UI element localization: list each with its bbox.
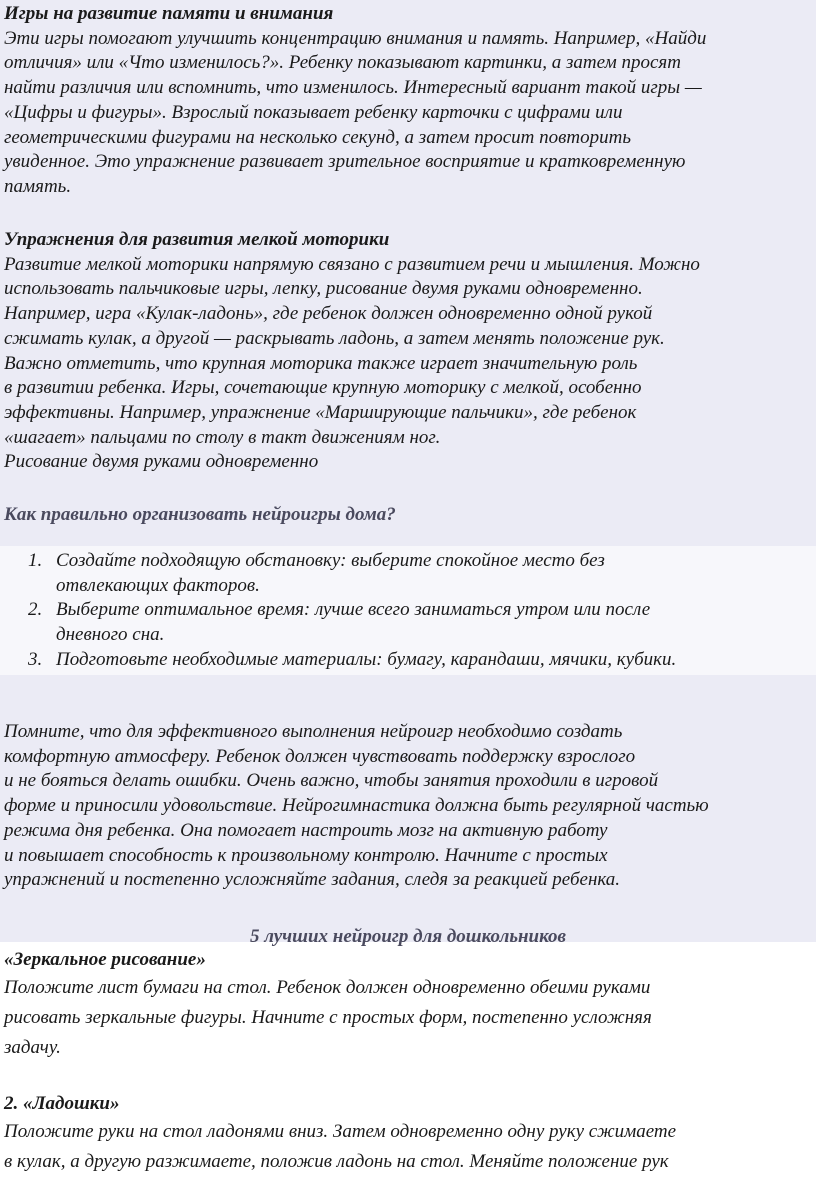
text-line: память. — [4, 175, 72, 197]
text-line: Важно отметить, что крупная моторика также играет значительную роль — [4, 352, 638, 374]
text-line: в кулак, а другую разжимаете, положив ладонь на стол. Меняйте положение рук — [4, 1150, 669, 1172]
fine-motor-section — [4, 228, 814, 475]
text-line: эффективны. Например, упражнение «Марширующие пальчики», где ребенок — [4, 401, 637, 423]
text-line: задачу. — [4, 1036, 61, 1058]
text-line: форме и приносили удовольствие. Нейрогимнастика должна быть регулярной частью — [4, 795, 709, 817]
text-line: упражнений и постепенно усложняйте задания, следя за реакцией ребенка. — [4, 869, 621, 891]
list-item — [0, 598, 810, 647]
list-item — [0, 549, 810, 598]
text-line: найти различия или вспомнить, что изменилось. Интересный вариант такой игры — — [4, 77, 702, 99]
top5-title: 5 лучших нейроигр для дошкольников — [249, 926, 567, 947]
game-title: «Зеркальное рисование» — [4, 949, 206, 970]
step-number: 1. — [28, 550, 43, 571]
game-mirror-drawing — [4, 948, 814, 1063]
step-number: 3. — [28, 648, 43, 670]
text-line: и повышает способность к произвольному контролю. Начните с простых — [4, 844, 608, 866]
section-heading: Упражнения для развития мелкой моторики — [4, 229, 390, 250]
text-line: Положите руки на стол ладонями вниз. Затем одновременно одну руку сжимаете — [4, 1120, 677, 1142]
text-line: сжимать кулак, а другой — раскрывать ладонь, а затем менять положение рук. — [4, 327, 665, 349]
text-line: дневного сна. — [56, 624, 165, 646]
howto-heading-block — [4, 503, 814, 528]
text-line: Рисование двумя руками одновременно — [4, 451, 319, 473]
text-line: «Цифры и фигуры». Взрослый показывает ребенку карточки с цифрами или — [4, 101, 623, 123]
text-line: Положите лист бумаги на стол. Ребенок должен одновременно обеими руками — [4, 976, 651, 998]
text-line: Подготовьте необходимые материалы: бумагу, карандаши, мячики, кубики. — [56, 648, 677, 670]
text-line: Эти игры помогают улучшить концентрацию внимания и память. Например, «Найди — [4, 27, 707, 49]
text-line: Создайте подходящую обстановку: выберите спокойное место без — [56, 550, 605, 571]
step-number: 2. — [28, 599, 43, 621]
text-line: увиденное. Это упражнение развивает зрительное восприятие и кратковременную — [4, 151, 686, 173]
text-line: в развитии ребенка. Игры, сочетающие крупную моторику с мелкой, особенно — [4, 377, 642, 399]
text-line: использовать пальчиковые игры, лепку, рисование двумя руками одновременно. — [4, 278, 643, 300]
text-line: геометрическими фигурами на несколько секунд, а затем просит повторить — [4, 126, 631, 148]
text-line: комфортную атмосферу. Ребенок должен чувствовать поддержку взрослого — [4, 745, 636, 767]
section-heading: Игры на развитие памяти и внимания — [4, 3, 334, 24]
text-line: «шагает» пальцами по столу в такт движениям ног. — [4, 426, 441, 448]
text-line: Помните, что для эффективного выполнения нейроигр необходимо создать — [4, 721, 623, 742]
list-item — [0, 648, 810, 673]
text-line: отвлекающих факторов. — [56, 574, 260, 596]
text-line: и не бояться делать ошибки. Очень важно, чтобы занятия проходили в игровой — [4, 770, 659, 792]
game-palms — [4, 1092, 814, 1177]
text-line: Развитие мелкой моторики напрямую связано с развитием речи и мышления. Можно — [4, 253, 700, 275]
text-line: отличия» или «Что изменилось?». Ребенку показывают картинки, а затем просят — [4, 52, 681, 74]
game-title: 2. «Ладошки» — [4, 1093, 120, 1114]
memory-games-section — [4, 2, 814, 200]
section-heading: Как правильно организовать нейроигры дома? — [4, 504, 396, 525]
steps-list — [0, 549, 810, 673]
text-line: рисовать зеркальные фигуры. Начните с простых форм, постепенно усложняя — [4, 1006, 652, 1028]
text-line: режима дня ребенка. Она помогает настроить мозг на активную работу — [4, 819, 608, 841]
text-line: Например, игра «Кулак-ладонь», где ребенок должен одновременно одной рукой — [4, 303, 653, 325]
remember-paragraph — [4, 720, 814, 893]
text-line: Выберите оптимальное время: лучше всего заниматься утром или после — [56, 599, 651, 621]
